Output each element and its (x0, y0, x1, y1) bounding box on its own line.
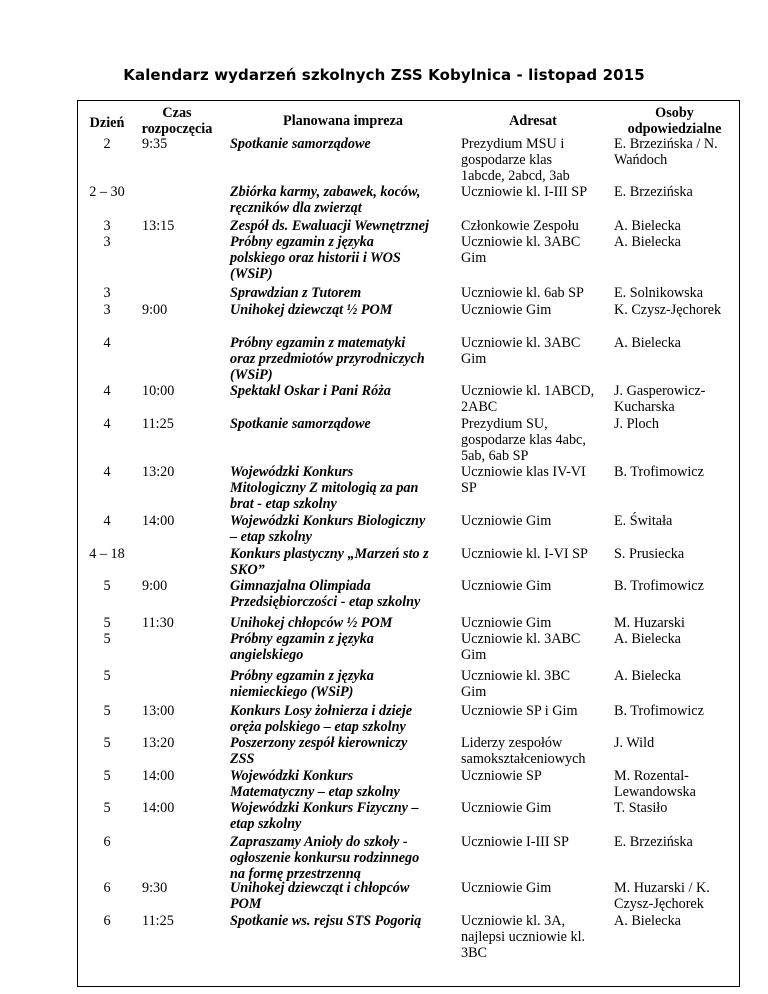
cell-addressee: Uczniowie Gim (461, 880, 552, 896)
cell-day: 4 (103, 383, 111, 399)
cell-addressee: Uczniowie Gim (461, 513, 552, 529)
cell-addressee: Uczniowie kl. 3ABC Gim (461, 335, 581, 367)
cell-responsible: K. Czysz-Jęchorek (614, 302, 722, 318)
cell-responsible: A. Bielecka (614, 335, 681, 351)
cell-addressee: Uczniowie kl. 3ABC Gim (461, 234, 581, 266)
cell-event: Spotkanie ws. rejsu STS Pogorią (230, 913, 422, 929)
cell-day: 4 (103, 464, 111, 480)
cell-event: Gimnazjalna Olimpiada Przedsiębiorczości - etap szkolny (230, 578, 421, 610)
cell-responsible: E. Solnikowska (614, 285, 704, 301)
cell-event: Próbny egzamin z matematyki oraz przedmiotów przyrodniczych (WSiP) (230, 335, 425, 383)
cell-responsible: J. Ploch (614, 416, 659, 432)
cell-addressee: Uczniowie SP (461, 768, 542, 784)
cell-addressee: Uczniowie kl. 1ABCD, 2ABC (461, 383, 595, 415)
cell-responsible: B. Trofimowicz (614, 578, 704, 594)
cell-addressee: Uczniowie klas IV-VI SP (461, 464, 586, 496)
cell-day: 5 (103, 703, 111, 719)
cell-event: Spotkanie samorządowe (230, 416, 371, 432)
header-responsible: Osoby odpowiedzialne (627, 105, 722, 137)
cell-day: 5 (103, 615, 111, 631)
header-addressee: Adresat (509, 113, 557, 129)
cell-event: Konkurs Losy żołnierza i dzieje oręża polskiego – etap szkolny (230, 703, 413, 735)
cell-event: Zespół ds. Ewaluacji Wewnętrznej (230, 218, 429, 234)
cell-time: 14:00 (142, 768, 175, 784)
cell-event: Wojewódzki Konkurs Fizyczny – etap szkolny (230, 800, 419, 832)
cell-addressee: Uczniowie kl. 3BC Gim (461, 668, 571, 700)
cell-time: 13:20 (142, 735, 175, 751)
cell-day: 3 (103, 302, 111, 318)
cell-addressee: Prezydium SU, gospodarze klas 4abc, 5ab, 6ab SP (461, 416, 586, 464)
cell-responsible: E. Świtała (614, 513, 673, 529)
cell-day: 3 (103, 218, 111, 234)
cell-day: 5 (103, 578, 111, 594)
cell-addressee: Uczniowie kl. 3A, najlepsi uczniowie kl. 3BC (461, 913, 586, 961)
cell-event: Zbiórka karmy, zabawek, koców, ręczników dla zwierząt (230, 184, 421, 216)
cell-event: Konkurs plastyczny „Marzeń sto z SKO” (230, 546, 429, 578)
cell-event: Wojewódzki Konkurs Mitologiczny Z mitologią za pan brat - etap szkolny (230, 464, 419, 512)
cell-event: Wojewódzki Konkurs Biologiczny – etap szkolny (230, 513, 426, 545)
cell-day: 4 – 18 (89, 546, 125, 562)
cell-day: 6 (103, 913, 111, 929)
cell-day: 4 (103, 335, 111, 351)
cell-time: 13:00 (142, 703, 175, 719)
cell-day: 2 (103, 136, 111, 152)
cell-day: 4 (103, 416, 111, 432)
cell-event: Próbny egzamin z języka polskiego oraz historii i WOS (WSiP) (230, 234, 401, 282)
cell-time: 11:25 (142, 913, 174, 929)
cell-responsible: M. Huzarski (614, 615, 685, 631)
cell-time: 9:00 (142, 302, 168, 318)
cell-addressee: Uczniowie SP i Gim (461, 703, 578, 719)
cell-responsible: T. Stasiło (614, 800, 668, 816)
cell-day: 6 (103, 880, 111, 896)
cell-responsible: J. Gasperowicz- Kucharska (614, 383, 706, 415)
cell-event: Wojewódzki Konkurs Matematyczny – etap szkolny (230, 768, 400, 800)
header-day: Dzień (89, 115, 125, 131)
cell-addressee: Liderzy zespołów samokształceniowych (461, 735, 586, 767)
cell-addressee: Uczniowie I-III SP (461, 834, 569, 850)
header-time: Czas rozpoczęcia (141, 105, 213, 137)
cell-addressee: Uczniowie Gim (461, 302, 552, 318)
cell-day: 3 (103, 234, 111, 250)
cell-responsible: A. Bielecka (614, 218, 681, 234)
cell-day: 3 (103, 285, 111, 301)
cell-responsible: E. Brzezińska / N. Wańdoch (614, 136, 718, 168)
cell-event: Próbny egzamin z języka niemieckiego (WSiP) (230, 668, 374, 700)
cell-responsible: A. Bielecka (614, 668, 681, 684)
cell-addressee: Członkowie Zespołu (461, 218, 579, 234)
cell-day: 4 (103, 513, 111, 529)
cell-event: Spektakl Oskar i Pani Róża (230, 383, 391, 399)
cell-responsible: A. Bielecka (614, 234, 681, 250)
cell-day: 5 (103, 735, 111, 751)
cell-event: Sprawdzian z Tutorem (230, 285, 362, 301)
cell-time: 13:15 (142, 218, 175, 234)
cell-day: 5 (103, 800, 111, 816)
cell-time: 9:00 (142, 578, 168, 594)
cell-responsible: A. Bielecka (614, 913, 681, 929)
cell-event: Poszerzony zespół kierowniczy ZSS (230, 735, 408, 767)
cell-responsible: A. Bielecka (614, 631, 681, 647)
cell-event: Spotkanie samorządowe (230, 136, 371, 152)
cell-responsible: M. Huzarski / K. Czysz-Jęchorek (614, 880, 710, 912)
cell-responsible: M. Rozental- Lewandowska (614, 768, 696, 800)
cell-time: 9:35 (142, 136, 168, 152)
cell-time: 13:20 (142, 464, 175, 480)
cell-time: 10:00 (142, 383, 175, 399)
cell-addressee: Prezydium MSU i gospodarze klas 1abcde, 2abcd, 3ab (461, 136, 570, 184)
cell-addressee: Uczniowie Gim (461, 800, 552, 816)
cell-day: 5 (103, 631, 111, 647)
cell-addressee: Uczniowie kl. 3ABC Gim (461, 631, 581, 663)
cell-responsible: B. Trofimowicz (614, 703, 704, 719)
cell-time: 14:00 (142, 513, 175, 529)
cell-day: 6 (103, 834, 111, 850)
cell-responsible: J. Wild (614, 735, 655, 751)
cell-time: 9:30 (142, 880, 168, 896)
cell-event: Unihokej dziewcząt i chłopców POM (230, 880, 410, 912)
cell-event: Unihokej dziewcząt ½ POM (230, 302, 393, 318)
cell-day: 2 – 30 (89, 184, 125, 200)
cell-addressee: Uczniowie kl. 6ab SP (461, 285, 584, 301)
cell-day: 5 (103, 768, 111, 784)
cell-addressee: Uczniowie kl. I-III SP (461, 184, 588, 200)
events-table (77, 100, 740, 987)
cell-event: Unihokej chłopców ½ POM (230, 615, 393, 631)
cell-event: Próbny egzamin z języka angielskiego (230, 631, 374, 663)
document-title: Kalendarz wydarzeń szkolnych ZSS Kobylnica - listopad 2015 (123, 66, 645, 84)
cell-responsible: B. Trofimowicz (614, 464, 704, 480)
cell-addressee: Uczniowie Gim (461, 615, 552, 631)
cell-time: 14:00 (142, 800, 175, 816)
cell-day: 5 (103, 668, 111, 684)
cell-event: Zapraszamy Anioły do szkoły - ogłoszenie konkursu rodzinnego na formę przestrzenną (230, 834, 420, 882)
cell-time: 11:30 (142, 615, 174, 631)
cell-time: 11:25 (142, 416, 174, 432)
cell-responsible: E. Brzezińska (614, 834, 693, 850)
header-event: Planowana impreza (283, 113, 403, 129)
cell-responsible: S. Prusiecka (614, 546, 685, 562)
cell-addressee: Uczniowie Gim (461, 578, 552, 594)
cell-responsible: E. Brzezińska (614, 184, 693, 200)
cell-addressee: Uczniowie kl. I-VI SP (461, 546, 588, 562)
